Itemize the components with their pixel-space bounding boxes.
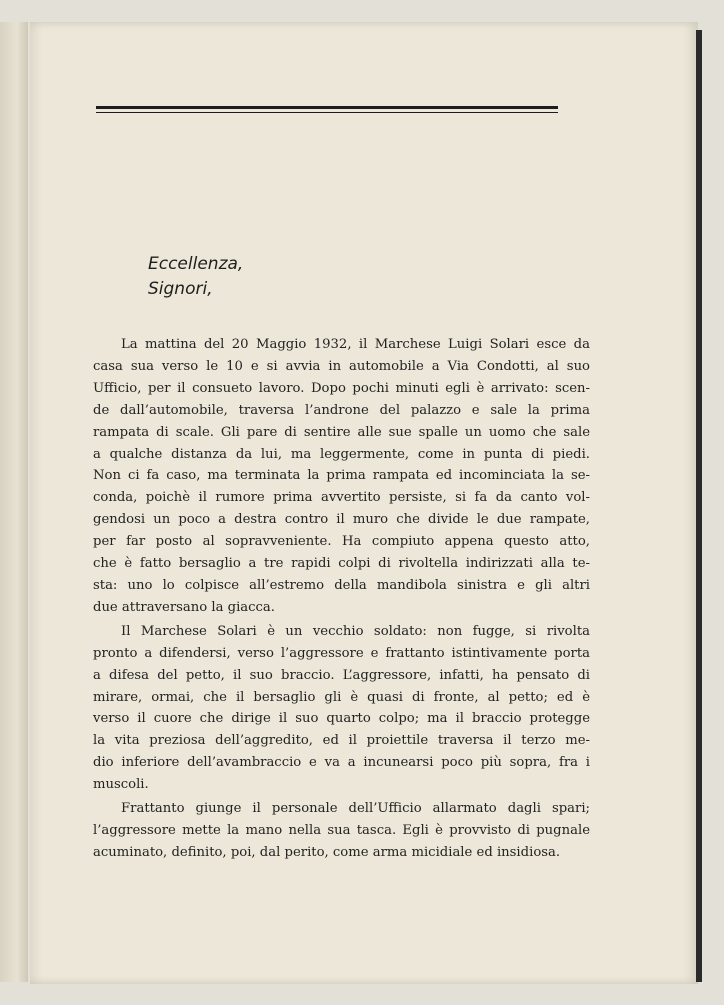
text-line: La mattina del 20 Maggio 1932, il Marchese Luigi Solari esce da	[121, 337, 590, 352]
header-rule-thin	[96, 112, 558, 113]
text-line: rampata di scale. Gli pare di sentire alle sue spalle un uomo che sale	[93, 424, 590, 440]
text-line: che è fatto bersaglio a tre rapidi colpi di rivoltella indirizzati alla te-	[93, 556, 590, 572]
text-line: Il Marchese Solari è un vecchio soldato: non fugge, si rivolta	[121, 623, 590, 639]
left-page-edge	[0, 22, 28, 982]
text-line: verso il cuore che dirige il suo quarto colpo; ma il braccio protegge	[93, 711, 590, 727]
text-line: conda, poichè il rumore prima avvertito persiste, si fa da canto vol-	[93, 490, 590, 506]
right-page-edge	[696, 30, 702, 982]
header-rule-thick	[96, 106, 558, 109]
paragraph	[93, 621, 590, 796]
text-line: sta: uno lo colpisce all’estremo della mandibola sinistra e gli altri	[93, 577, 590, 593]
text-line: Frattanto giunge il personale dell’Ufficio allarmato dagli spari;	[121, 801, 590, 817]
text-line: a difesa del petto, il suo braccio. L’aggressore, infatti, ha pensato di	[93, 667, 590, 683]
text-line: pronto a difendersi, verso l’aggressore e frattanto istintivamente porta	[93, 645, 590, 661]
text-line: de dall’automobile, traversa l’androne del palazzo e sale la prima	[93, 402, 590, 418]
text-line: la vita preziosa dell’aggredito, ed il proiettile traversa il terzo me-	[93, 733, 590, 749]
salutation-line-1: Eccellenza,	[148, 254, 244, 274]
text-line: mirare, ormai, che il bersaglio gli è quasi di fronte, al petto; ed è	[93, 689, 590, 705]
text-line: l’aggressore mette la mano nella sua tasca. Egli è provvisto di pugnale	[93, 822, 590, 838]
text-line: a qualche distanza da lui, ma leggermente, come in punta di piedi.	[93, 446, 590, 462]
body-text	[93, 334, 590, 866]
paragraph	[93, 798, 590, 864]
text-line: dio inferiore dell’avambraccio e va a incunearsi poco più sopra, fra i	[93, 755, 590, 771]
text-line: due attraversano la giacca.	[93, 599, 275, 615]
text-line: muscoli.	[93, 777, 149, 793]
text-line: acuminato, definito, poi, dal perito, come arma micidiale ed insidiosa.	[93, 844, 561, 860]
text-line: casa sua verso le 10 e si avvia in automobile a Via Condotti, al suo	[93, 358, 590, 374]
paragraph	[93, 334, 590, 619]
salutation-line-2: Signori,	[148, 279, 213, 299]
text-line: Ufficio, per il consueto lavoro. Dopo pochi minuti egli è arrivato: scen-	[93, 380, 590, 396]
text-line: Non ci fa caso, ma terminata la prima rampata ed incominciata la se-	[93, 468, 590, 484]
text-line: gendosi un poco a destra contro il muro che divide le due rampate,	[93, 512, 590, 528]
text-line: per far posto al sopravveniente. Ha compiuto appena questo atto,	[93, 534, 590, 550]
salutation	[148, 252, 243, 302]
